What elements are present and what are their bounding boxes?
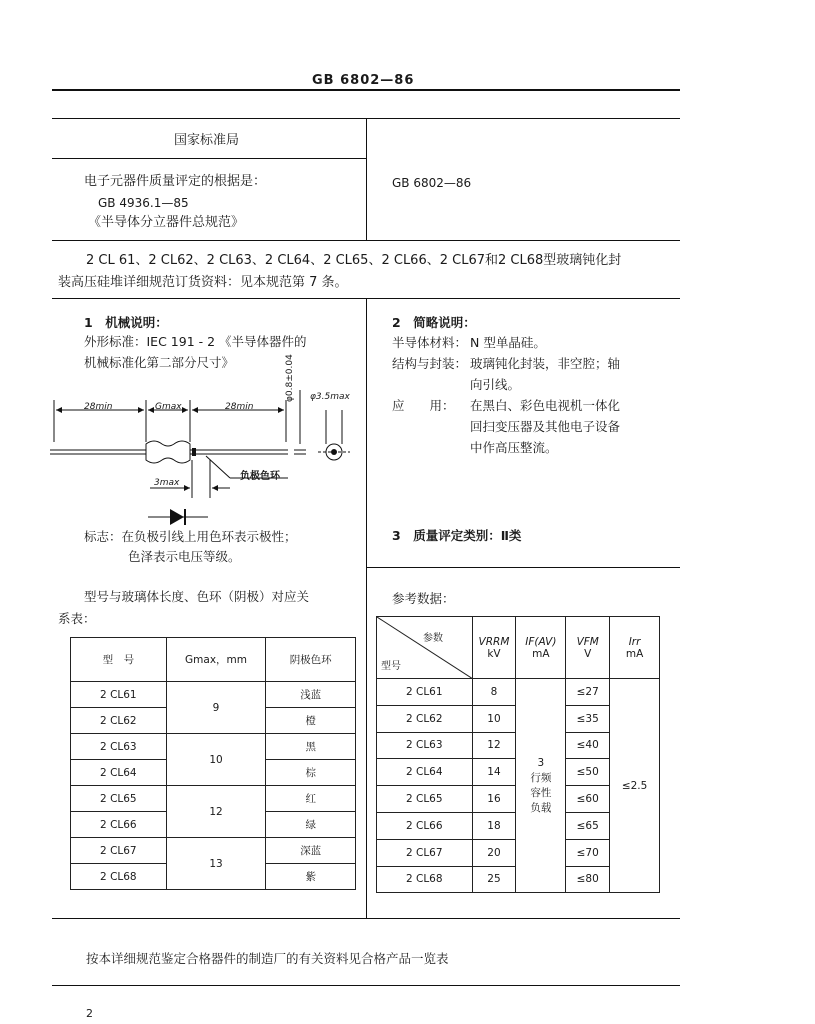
outline-line-2: 机械标准化第二部分尺寸》 (84, 355, 235, 370)
bureau-name: 国家标准局 (174, 133, 240, 148)
reference-caption: 参考数据： (392, 591, 455, 606)
vfm-cell: ≤60 (566, 786, 610, 813)
color-cell: 紫 (266, 864, 356, 890)
vfm-cell: ≤80 (566, 866, 610, 893)
dim-body-diameter: φ3.5max (310, 392, 350, 402)
table-row: 2 CL68 (377, 866, 473, 893)
basis-label: 电子元器件质量评定的根据是： (84, 174, 267, 189)
marking-line-2: 色泽表示电压等级。 (128, 549, 241, 564)
dim-left-length: 28min (84, 402, 113, 412)
brief-heading: 2 简略说明： (392, 315, 476, 330)
vrrm-cell: 16 (472, 786, 516, 813)
bureau-rule (52, 158, 366, 159)
table-row: 2 CL67 (71, 838, 167, 864)
table-row: 2 CL68 (71, 864, 167, 890)
vfm-cell: ≤27 (566, 679, 610, 706)
application-value-3: 中作高压整流。 (470, 440, 558, 455)
right-code: GB 6802—86 (392, 176, 472, 190)
intro-line-1: 2 CL 61、2 CL62、2 CL63、2 CL64、2 CL65、2 CL66、2 CL67和2 CL68型玻璃钝化封 (86, 253, 622, 268)
application-value-1: 在黑白、彩色电视机一体化 (470, 398, 621, 413)
quality-heading: 3 质量评定类别：Ⅱ类 (392, 528, 522, 543)
table-row: 2 CL62 (377, 705, 473, 732)
application-label: 应 用： (392, 398, 455, 413)
left-table-caption-1: 型号与玻璃体长度、色环（阴极）对应关 (84, 589, 310, 604)
model-length-table (70, 637, 356, 890)
header-model: 型 号 (71, 638, 167, 682)
dim-right-length: 28min (225, 402, 254, 412)
column-divider (366, 298, 367, 918)
diag-model: 型号 (381, 661, 401, 672)
footer-rule (52, 985, 680, 986)
table-row: 2 CL64 (71, 760, 167, 786)
gmax-cell: 9 (166, 682, 266, 734)
color-cell: 黑 (266, 734, 356, 760)
intro-line-2: 装高压硅堆详细规范订货资料：见本规范第 7 条。 (58, 275, 348, 290)
table-row: 2 CL64 (377, 759, 473, 786)
quality-rule (366, 567, 680, 568)
if-merged-cell: 3 行频 容性 负载 (516, 679, 566, 893)
table-row: 2 CL63 (71, 734, 167, 760)
header-if: IF(AV) mA (516, 617, 566, 679)
gmax-cell: 13 (166, 838, 266, 890)
color-cell: 棕 (266, 760, 356, 786)
footer-note: 按本详细规范鉴定合格器件的制造厂的有关资料见合格产品一览表 (86, 951, 449, 966)
vfm-cell: ≤40 (566, 732, 610, 759)
vrrm-cell: 10 (472, 705, 516, 732)
box-bottom-rule (52, 240, 680, 241)
structure-value-2: 向引线。 (470, 377, 521, 392)
color-cell: 绿 (266, 812, 356, 838)
table-row: 2 CL65 (71, 786, 167, 812)
dim-gmax: Gmax (155, 402, 182, 412)
vfm-cell: ≤70 (566, 839, 610, 866)
vfm-cell: ≤50 (566, 759, 610, 786)
material-value: N 型单晶硅。 (470, 335, 546, 350)
basis-title: 《半导体分立器件总规范》 (88, 215, 245, 230)
table-row: 2 CL63 (377, 732, 473, 759)
table-row: 2 CL66 (377, 812, 473, 839)
table-row: 2 CL67 (377, 839, 473, 866)
gmax-cell: 12 (166, 786, 266, 838)
cathode-band-label: 负极色环 (240, 471, 280, 482)
color-cell: 深蓝 (266, 838, 356, 864)
vrrm-cell: 8 (472, 679, 516, 706)
left-table-caption-2: 系表： (58, 611, 96, 626)
diag-param: 参数 (423, 633, 443, 644)
application-value-2: 回扫变压器及其他电子设备 (470, 419, 621, 434)
dim-3max: 3max (154, 478, 180, 488)
table-row: 2 CL66 (71, 812, 167, 838)
vrrm-cell: 12 (472, 732, 516, 759)
header-vrrm: VRRM kV (472, 617, 516, 679)
basis-standard: GB 4936.1—85 (98, 196, 189, 210)
dim-wire-diameter: φ0.8±0.04 (285, 354, 295, 402)
header-rule (52, 89, 680, 91)
page-number: 2 (86, 1007, 93, 1020)
structure-label: 结构与封装： (392, 356, 468, 371)
marking-line-1: 标志：在负极引线上用色环表示极性； (84, 529, 297, 544)
table-row: 2 CL62 (71, 708, 167, 734)
vrrm-cell: 20 (472, 839, 516, 866)
box-divider (366, 118, 367, 240)
vfm-cell: ≤35 (566, 705, 610, 732)
color-cell: 橙 (266, 708, 356, 734)
vrrm-cell: 25 (472, 866, 516, 893)
color-cell: 红 (266, 786, 356, 812)
diag-header (377, 617, 473, 679)
irr-merged-cell: ≤2.5 (610, 679, 660, 893)
mech-heading: 1 机械说明： (84, 315, 168, 330)
vrrm-cell: 14 (472, 759, 516, 786)
gmax-cell: 10 (166, 734, 266, 786)
outline-line-1: 外形标准：IEC 191 - 2 《半导体器件的 (84, 334, 307, 349)
diode-symbol-icon (148, 506, 208, 528)
table-row: 2 CL65 (377, 786, 473, 813)
table-row: 2 CL61 (71, 682, 167, 708)
material-label: 半导体材料： (392, 335, 468, 350)
document-code: GB 6802—86 (312, 73, 415, 88)
color-cell: 浅蓝 (266, 682, 356, 708)
vrrm-cell: 18 (472, 812, 516, 839)
reference-data-table (376, 616, 660, 893)
header-vfm: VFM V (566, 617, 610, 679)
header-irr: Irr mA (610, 617, 660, 679)
bottom-section-rule (52, 918, 680, 919)
header-gmax: Gmax，mm (166, 638, 266, 682)
table-row: 2 CL61 (377, 679, 473, 706)
structure-value-1: 玻璃钝化封装，非空腔；轴 (470, 356, 621, 371)
vfm-cell: ≤65 (566, 812, 610, 839)
header-cathode-color: 阴极色环 (266, 638, 356, 682)
